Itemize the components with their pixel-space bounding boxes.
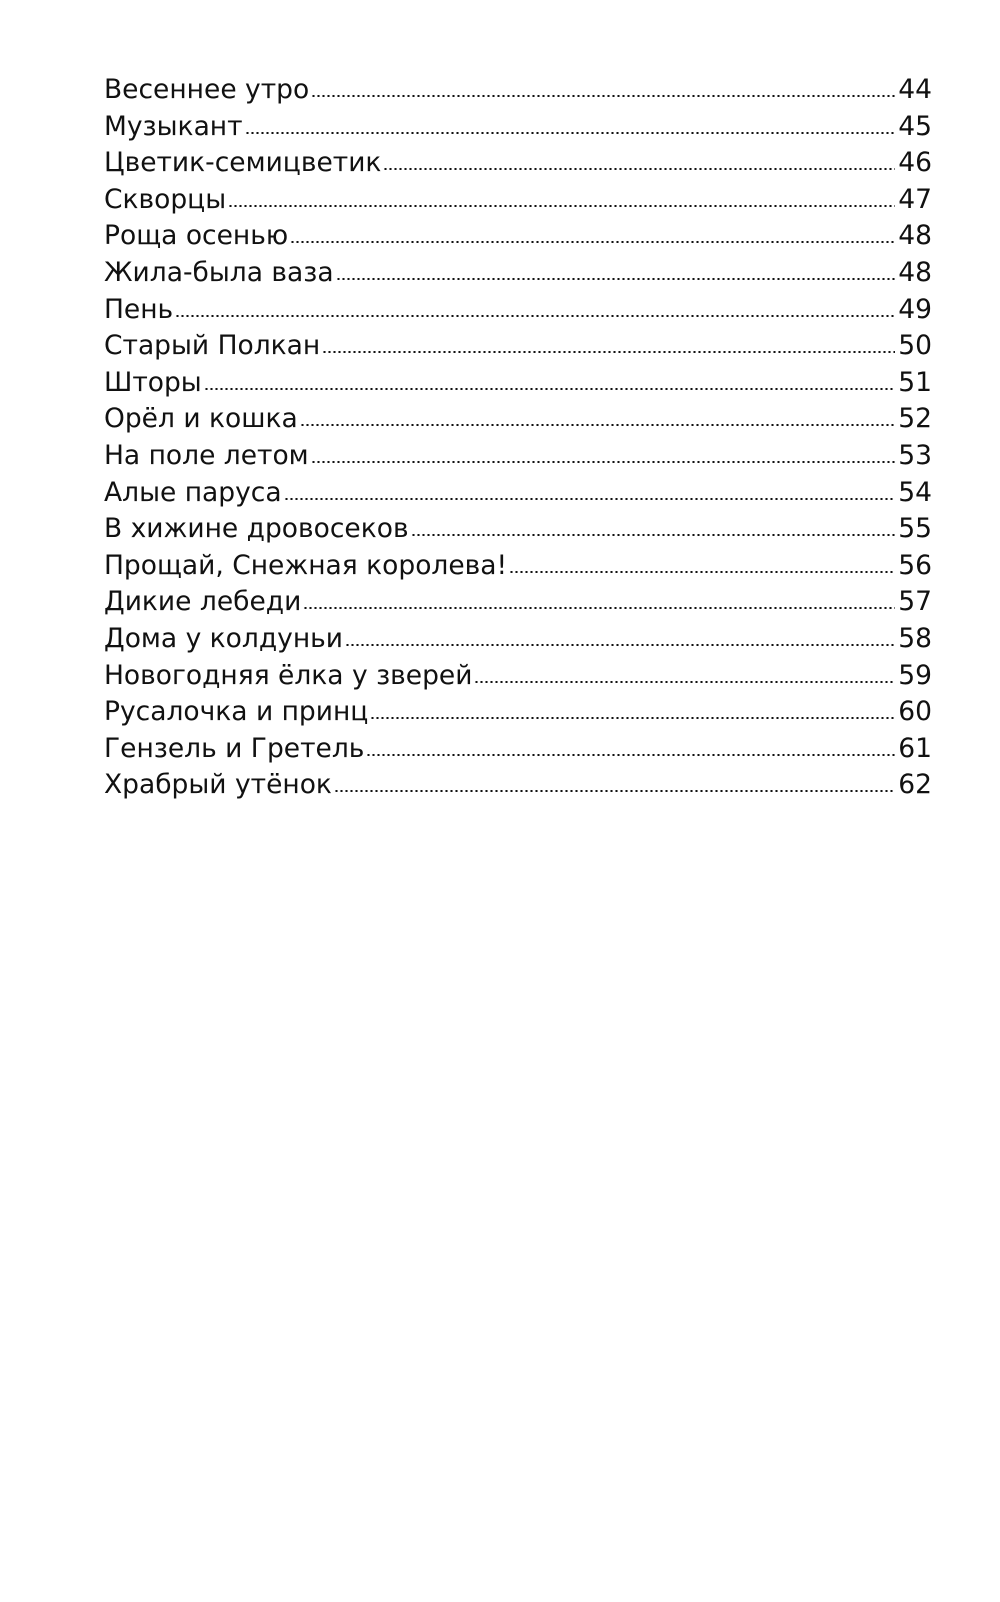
toc-entry-page: 46: [898, 147, 932, 179]
toc-entry-page: 62: [898, 769, 932, 801]
toc-entry-title: На поле летом: [104, 439, 309, 471]
toc-entry-title: В хижине дровосеков: [104, 513, 409, 545]
toc-leader-dots: [345, 644, 895, 646]
toc-entry-page: 48: [898, 220, 932, 252]
toc-leader-dots: [303, 607, 895, 609]
toc-entry-page: 45: [898, 110, 932, 142]
toc-entry-title: Русалочка и принц: [104, 696, 369, 728]
toc-entry[interactable]: [104, 72, 932, 109]
toc-entry[interactable]: [104, 694, 932, 731]
toc-leader-dots: [228, 205, 895, 207]
toc-entry-page: 55: [898, 513, 932, 545]
toc-entry[interactable]: [104, 218, 932, 255]
toc-entry[interactable]: [104, 328, 932, 365]
toc-entry[interactable]: [104, 548, 932, 585]
toc-leader-dots: [509, 571, 895, 573]
toc-leader-dots: [245, 132, 896, 134]
toc-entry-page: 47: [898, 183, 932, 215]
toc-entry[interactable]: [104, 438, 932, 475]
toc-leader-dots: [204, 388, 896, 390]
toc-entry-title: Роща осенью: [104, 220, 289, 252]
toc-entry-page: 60: [898, 696, 932, 728]
toc-entry-page: 44: [898, 74, 932, 105]
toc-entry-title: Старый Полкан: [104, 330, 321, 362]
table-of-contents: [104, 72, 932, 804]
toc-entry-page: 49: [898, 293, 932, 325]
toc-leader-dots: [311, 95, 895, 97]
toc-entry-title: Дикие лебеди: [104, 586, 302, 618]
toc-entry[interactable]: [104, 292, 932, 329]
toc-entry-title: Цветик-семицветик: [104, 147, 382, 179]
toc-entry[interactable]: [104, 584, 932, 621]
toc-entry-title: Шторы: [104, 366, 202, 398]
toc-entry[interactable]: [104, 109, 932, 146]
toc-leader-dots: [411, 534, 896, 536]
toc-entry[interactable]: [104, 365, 932, 402]
toc-entry-page: 52: [898, 403, 932, 435]
toc-entry-title: Музыкант: [104, 110, 243, 142]
toc-leader-dots: [474, 681, 895, 683]
toc-entry-title: Пень: [104, 293, 174, 325]
toc-entry-title: Алые паруса: [104, 476, 282, 508]
toc-entry-title: Дома у колдуньи: [104, 622, 344, 654]
toc-entry-page: 51: [898, 366, 932, 398]
toc-entry[interactable]: [104, 658, 932, 695]
toc-leader-dots: [334, 790, 895, 792]
toc-entry-page: 56: [898, 549, 932, 581]
toc-entry-page: 50: [898, 330, 932, 362]
toc-entry[interactable]: [104, 182, 932, 219]
toc-entry[interactable]: [104, 255, 932, 292]
toc-entry-title: Гензель и Гретель: [104, 732, 365, 764]
toc-entry-page: 57: [898, 586, 932, 618]
toc-entry-title: Прощай, Снежная королева!: [104, 549, 508, 581]
toc-entry-page: 54: [898, 476, 932, 508]
toc-leader-dots: [290, 241, 895, 243]
toc-leader-dots: [336, 278, 896, 280]
toc-leader-dots: [322, 351, 895, 353]
toc-entry[interactable]: [104, 401, 932, 438]
toc-entry[interactable]: [104, 731, 932, 768]
toc-entry-page: 59: [898, 659, 932, 691]
toc-leader-dots: [370, 717, 895, 719]
toc-leader-dots: [175, 315, 895, 317]
toc-leader-dots: [311, 461, 896, 463]
toc-entry-title: Жила-была ваза: [104, 256, 334, 288]
toc-entry[interactable]: [104, 145, 932, 182]
toc-entry-page: 53: [898, 439, 932, 471]
toc-leader-dots: [284, 498, 896, 500]
toc-entry-title: Орёл и кошка: [104, 403, 298, 435]
toc-entry-title: Весеннее утро: [104, 74, 310, 105]
toc-entry-page: 58: [898, 622, 932, 654]
toc-leader-dots: [366, 754, 895, 756]
toc-entry[interactable]: [104, 621, 932, 658]
toc-entry-title: Храбрый утёнок: [104, 769, 332, 801]
toc-entry-title: Скворцы: [104, 183, 227, 215]
toc-entry-page: 61: [898, 732, 932, 764]
toc-entry-title: Новогодняя ёлка у зверей: [104, 659, 473, 691]
toc-leader-dots: [300, 424, 896, 426]
toc-entry[interactable]: [104, 511, 932, 548]
toc-entry-page: 48: [898, 256, 932, 288]
toc-leader-dots: [383, 168, 895, 170]
toc-entry[interactable]: [104, 475, 932, 512]
toc-entry[interactable]: [104, 767, 932, 804]
